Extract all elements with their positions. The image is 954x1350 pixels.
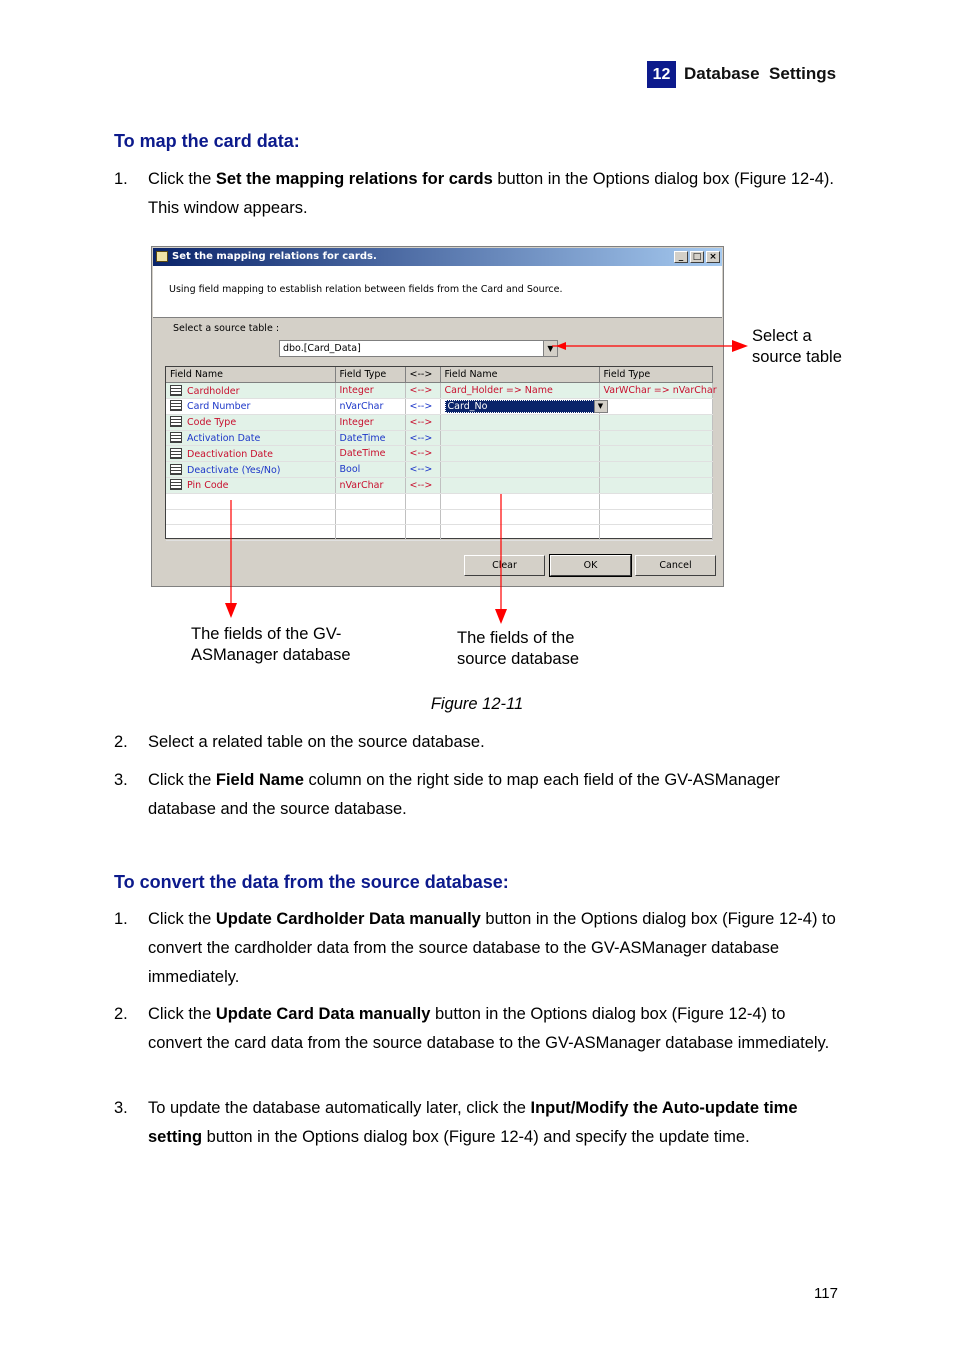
col-mapping[interactable]: <--> bbox=[405, 367, 440, 383]
field-type: Integer bbox=[335, 414, 405, 430]
close-icon[interactable]: × bbox=[706, 251, 720, 263]
field-name: Deactivate (Yes/No) bbox=[187, 464, 281, 476]
step-text: Select a related table on the source database. bbox=[148, 733, 485, 751]
callout-line: The fields of the GV- bbox=[191, 625, 342, 643]
step-2-map bbox=[114, 728, 844, 757]
step-1-convert bbox=[114, 905, 844, 992]
step-text: Click the bbox=[148, 170, 216, 188]
col-field-type[interactable]: Field Type bbox=[335, 367, 405, 383]
step-bold-text: Update Card Data manually bbox=[215, 1005, 431, 1023]
step-number: 3. bbox=[114, 1099, 128, 1117]
callout-source-fields bbox=[457, 628, 579, 670]
callout-line: source database bbox=[457, 650, 580, 668]
page-number: 117 bbox=[814, 1285, 838, 1302]
field-type: nVarChar bbox=[335, 478, 405, 494]
step-text: Click the bbox=[148, 910, 216, 928]
field-type: DateTime bbox=[335, 430, 405, 446]
field-name: Cardholder bbox=[187, 385, 240, 397]
mapping-arrow: <--> bbox=[405, 446, 440, 462]
field-type: Integer bbox=[335, 383, 405, 399]
callout-line: source table bbox=[752, 348, 842, 366]
col-source-field-type[interactable]: Field Type bbox=[599, 367, 712, 383]
section-heading-map-card-data: To map the card data: bbox=[114, 131, 300, 151]
arrowhead-icon bbox=[556, 342, 566, 350]
step-number: 2. bbox=[114, 733, 128, 751]
field-name: Code Type bbox=[187, 417, 237, 429]
step-number: 3. bbox=[114, 771, 128, 789]
step-number: 2. bbox=[114, 1005, 128, 1023]
mapping-arrow: <--> bbox=[405, 414, 440, 430]
source-table-label: Select a source table : bbox=[173, 323, 280, 334]
dialog-title: Set the mapping relations for cards. bbox=[172, 251, 377, 262]
callout-gv-fields bbox=[191, 624, 351, 666]
ok-button[interactable]: OK bbox=[550, 555, 631, 576]
field-name: Activation Date bbox=[187, 433, 261, 445]
field-name: Pin Code bbox=[187, 480, 229, 492]
source-field-name: Card_No bbox=[447, 400, 488, 412]
step-bold-text: Update Cardholder Data manually bbox=[215, 910, 481, 928]
chevron-down-icon[interactable]: ▼ bbox=[543, 341, 557, 356]
field-type: DateTime bbox=[335, 446, 405, 462]
step-bold-text: Input/Modify the Auto-update time setting bbox=[148, 1099, 798, 1146]
callout-line: Select a bbox=[752, 327, 812, 345]
step-2-convert bbox=[114, 1000, 844, 1058]
callout-select-source-table bbox=[752, 326, 842, 368]
step-number: 1. bbox=[114, 170, 128, 188]
source-field-type: VarWChar => nVarChar bbox=[599, 383, 712, 399]
step-text: Click the bbox=[148, 1005, 216, 1023]
step-bold-text: Set the mapping relations for cards bbox=[215, 170, 493, 188]
callout-line: ASManager database bbox=[191, 646, 351, 664]
mapping-arrow: <--> bbox=[405, 399, 440, 415]
mapping-arrow: <--> bbox=[405, 478, 440, 494]
mapping-arrow: <--> bbox=[405, 430, 440, 446]
step-text: button in the Options dialog box (Figure 12-4) to convert the cardholder data from the source database to the GV-ASManager database immediately. bbox=[148, 910, 836, 986]
step-text: button in the Options dialog box (Figure 12-4) to convert the card data from the source database to the GV-ASManager database immediately. bbox=[148, 1005, 830, 1052]
step-bold-text: Field Name bbox=[215, 771, 304, 789]
chevron-down-icon[interactable]: ▼ bbox=[594, 400, 608, 413]
cancel-button[interactable]: Cancel bbox=[635, 555, 716, 576]
figure-caption: Figure 12-11 bbox=[430, 695, 524, 713]
arrowhead-icon bbox=[732, 340, 748, 352]
arrowhead-icon bbox=[495, 609, 507, 624]
source-table-value: dbo.[Card_Data] bbox=[283, 343, 361, 354]
mapping-arrow: <--> bbox=[405, 383, 440, 399]
info-text: Using field mapping to establish relation between fields from the Card and Source. bbox=[169, 284, 563, 295]
chapter-title: Database Settings bbox=[684, 64, 837, 83]
step-text: button in the Options dialog box (Figure 12-4). This window appears. bbox=[148, 170, 834, 217]
field-name: Deactivation Date bbox=[187, 448, 273, 460]
step-number: 1. bbox=[114, 910, 128, 928]
source-field-name[interactable]: Card_Holder => Name bbox=[440, 383, 599, 399]
step-text: To update the database automatically later, click the bbox=[148, 1099, 531, 1117]
field-type: Bool bbox=[335, 462, 405, 478]
step-text: column on the right side to map each field of the GV-ASManager database and the source database. bbox=[148, 771, 780, 818]
step-text: button in the Options dialog box (Figure 12-4) and specify the update time. bbox=[202, 1128, 750, 1146]
step-3-convert bbox=[114, 1094, 844, 1152]
callout-line: The fields of the bbox=[457, 629, 575, 647]
arrowhead-icon bbox=[225, 603, 237, 618]
mapping-arrow: <--> bbox=[405, 462, 440, 478]
minimize-icon[interactable]: _ bbox=[674, 251, 688, 263]
col-source-field-name[interactable]: Field Name bbox=[440, 367, 599, 383]
section-heading-convert-data: To convert the data from the source database: bbox=[114, 872, 509, 892]
clear-button[interactable]: Clear bbox=[464, 555, 545, 576]
step-3-map bbox=[114, 766, 844, 824]
step-text: Click the bbox=[148, 771, 216, 789]
chapter-number-badge: 12 bbox=[647, 61, 676, 88]
col-field-name[interactable]: Field Name bbox=[166, 367, 335, 383]
maximize-icon[interactable]: □ bbox=[690, 251, 704, 263]
field-type: nVarChar bbox=[335, 399, 405, 415]
field-name: Card Number bbox=[187, 401, 251, 413]
